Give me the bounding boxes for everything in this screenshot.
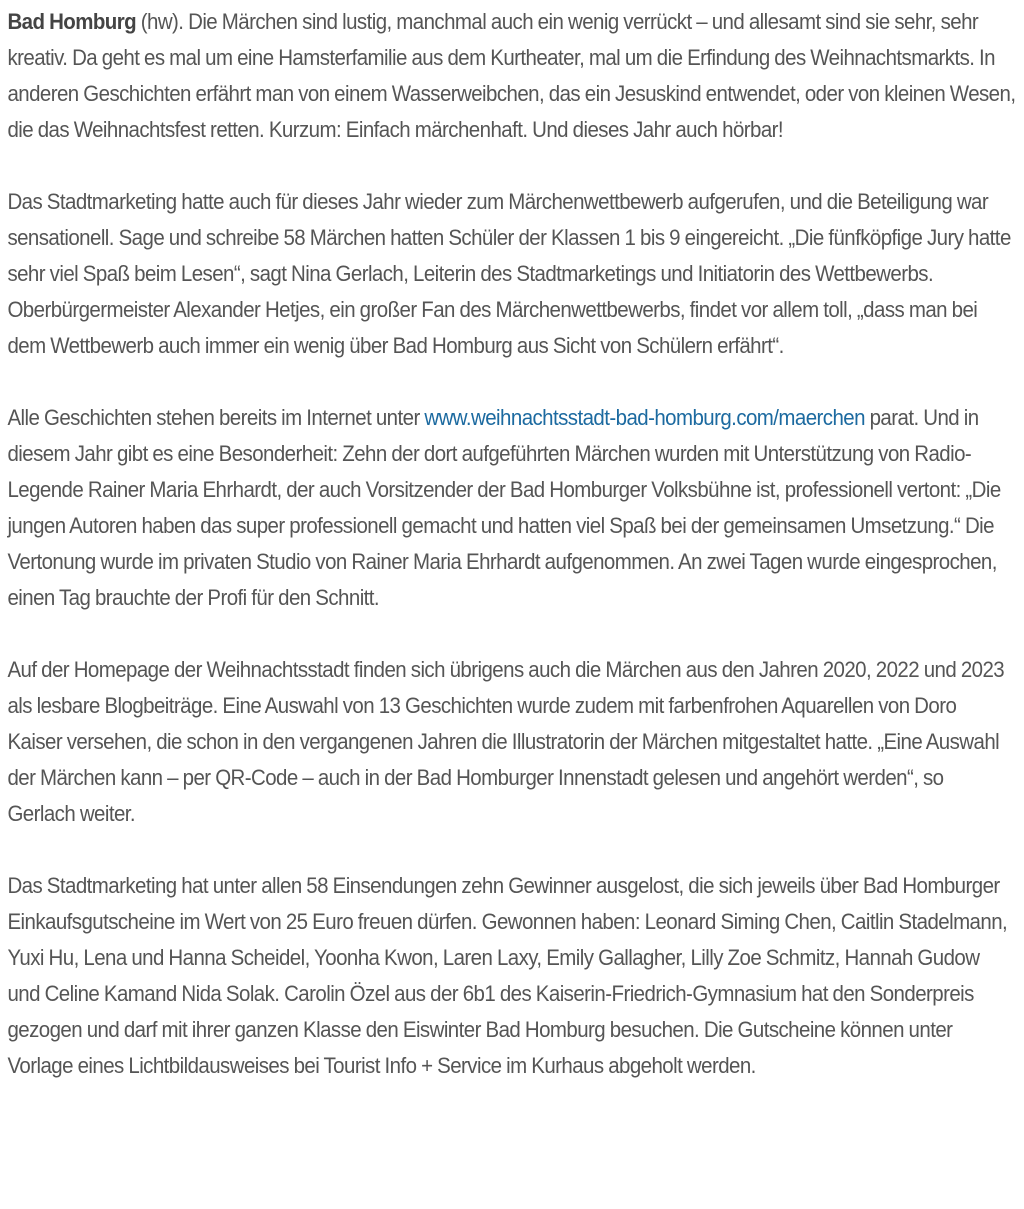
audio-text-after-link: parat. Und in diesem Jahr gibt es eine Besonderheit: Zehn der dort aufgeführten Märchen wurden mit Unterstützung von Radio-Legende Rainer Maria Ehrhardt, der auch Vorsitzender der Bad Homburger Volksbühne ist, professionell vertont: „Die jungen Autoren haben das super professionell gemacht und hatten viel Spaß bei der gemeinsamen Umsetzung.“ Die Vertonung wurde im privaten Studio von Rainer Maria Ehrhardt aufgenommen. An zwei Tagen wurde eingesprochen, einen Tag brauchte der Profi für den Schnitt. <box>7 405 1001 610</box>
paragraph-competition: Das Stadtmarketing hatte auch für dieses Jahr wieder zum Märchenwettbewerb aufgerufen, und die Beteiligung war sensationell. Sage und schreibe 58 Märchen hatten Schüler der Klassen 1 bis 9 eingereicht. „Die fünfköpfige Jury hatte sehr viel Spaß beim Lesen“, sagt Nina Gerlach, Leiterin des Stadtmarketings und Initiatorin des Wettbewerbs. Oberbürgermeister Alexander Hetjes, ein großer Fan des Märchenwettbewerbs, findet vor allem toll, „dass man bei dem Wettbewerb auch immer ein wenig über Bad Homburg aus Sicht von Schülern erfährt“. <box>7 189 1011 358</box>
paragraph-winners: Das Stadtmarketing hat unter allen 58 Einsendungen zehn Gewinner ausgelost, die sich jeweils über Bad Homburger Einkaufsgutscheine im Wert von 25 Euro freuen dürfen. Gewonnen haben: Leonard Siming Chen, Caitlin Stadelmann, Yuxi Hu, Lena und Hanna Scheidel, Yoonha Kwon, Laren Laxy, Emily Gallagher, Lilly Zoe Schmitz, Hannah Gudow und Celine Kamand Nida Solak. Carolin Özel aus der 6b1 des Kaiserin-Friedrich-Gymnasium hat den Sonderpreis gezogen und darf mit ihrer ganzen Klasse den Eiswinter Bad Homburg besuchen. Die Gutscheine können unter Vorlage eines Lichtbildausweises bei Tourist Info + Service im Kurhaus abgeholt werden. <box>7 873 1008 1078</box>
maerchen-website-link[interactable]: www.weihnachtsstadt-bad-homburg.com/maerchen <box>424 405 865 430</box>
audio-text-before-link: Alle Geschichten stehen bereits im Internet unter <box>7 405 425 430</box>
intro-text: (hw). Die Märchen sind lustig, manchmal auch ein wenig verrückt – und allesamt sind sie sehr, sehr kreativ. Da geht es mal um eine Hamsterfamilie aus dem Kurtheater, mal um die Erfindung des Weihnachtsmarkts. In anderen Geschichten erfährt man von einem Wasserweibchen, das ein Jesuskind entwendet, oder von kleinen Wesen, die das Weihnachtsfest retten. Kurzum: Einfach märchenhaft. Und dieses Jahr auch hörbar! <box>7 9 1016 142</box>
paragraph-audio <box>7 400 1015 616</box>
dateline-place: Bad Homburg <box>7 9 137 34</box>
paragraph-homepage: Auf der Homepage der Weihnachtsstadt finden sich übrigens auch die Märchen aus den Jahren 2020, 2022 und 2023 als lesbare Blogbeiträge. Eine Auswahl von 13 Geschichten wurde zudem mit farbenfrohen Aquarellen von Doro Kaiser versehen, die schon in den vergangenen Jahren die Illustratorin der Märchen mitgestaltet hatte. „Eine Auswahl der Märchen kann – per QR-Code – auch in der Bad Homburger Innenstadt gelesen und angehört werden“, so Gerlach weiter. <box>7 657 1005 826</box>
paragraph-intro <box>7 4 1015 148</box>
